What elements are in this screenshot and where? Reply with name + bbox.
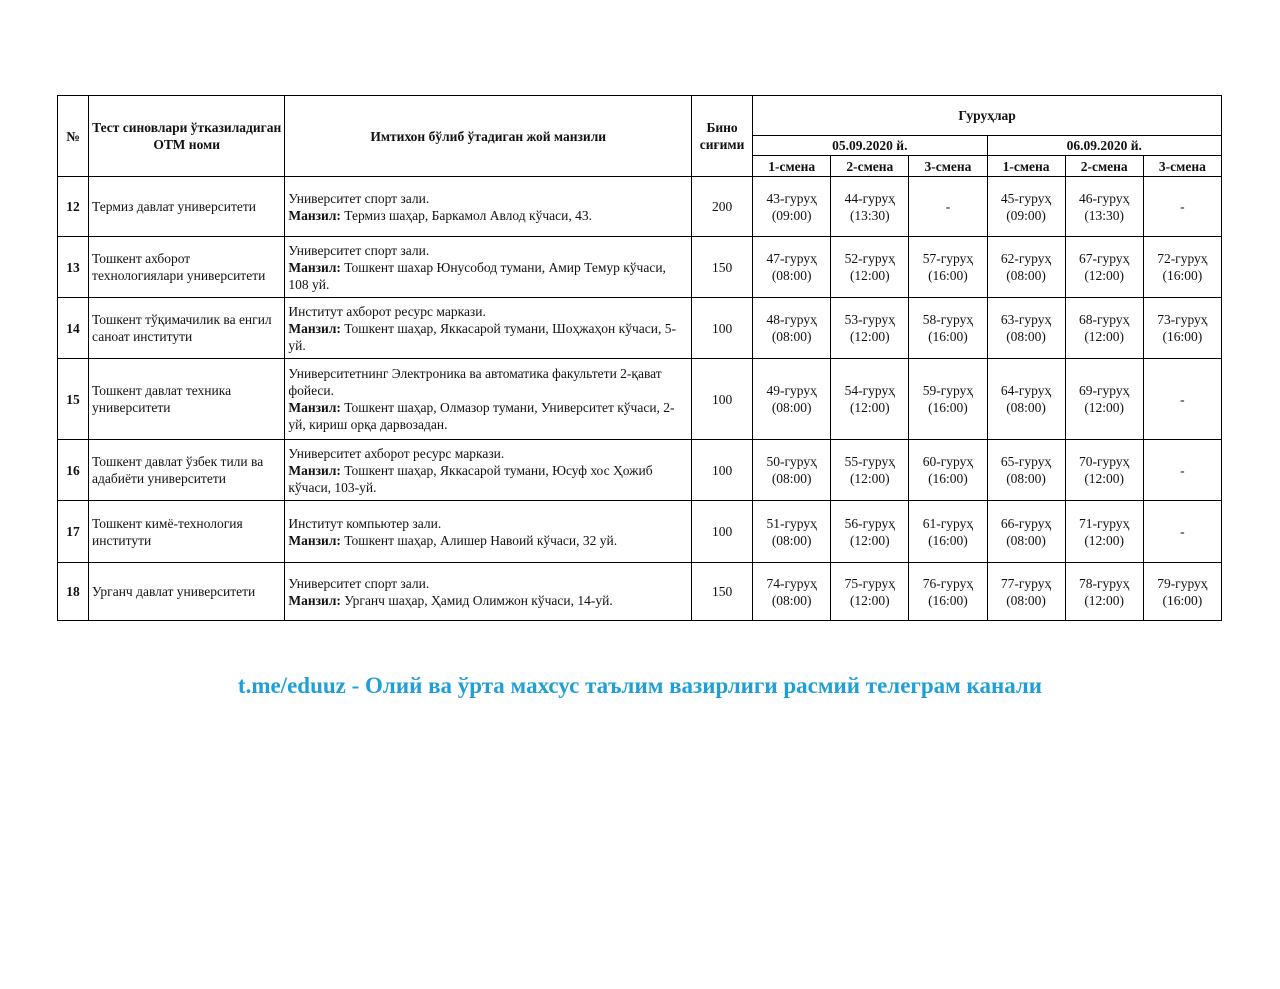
group-time: (13:30) [849,207,890,223]
exam-location [285,563,692,621]
group-label: - [1180,524,1185,539]
group-slot [1065,563,1143,621]
table-row [58,298,1222,359]
address-label: Манзил: [288,320,341,336]
row-number: 15 [58,359,89,440]
group-label: 65-гуруҳ [1000,454,1052,469]
group-time: (16:00) [928,592,968,608]
schedule-table [57,95,1222,621]
group-slot [831,298,909,359]
group-slot [909,359,987,440]
group-label: 48-гуруҳ [766,312,817,327]
building-capacity: 100 [692,501,753,563]
row-number: 13 [58,237,89,298]
group-label: 64-гуруҳ [1000,383,1052,398]
building-capacity: 150 [692,563,753,621]
group-slot [831,501,909,563]
group-slot [753,177,831,237]
group-time: (08:00) [1006,471,1046,486]
group-slot [909,298,987,359]
group-label: 51-гуруҳ [766,515,817,531]
place-name: Университетнинг Электроника ва автоматика факультети 2-қават фойеси. [288,366,662,398]
group-time: (09:00) [1006,207,1046,223]
group-slot [753,563,831,621]
group-label: 78-гуруҳ [1079,575,1130,591]
university-name: Тошкент тўқимачилик ва енгил саноат институти [89,298,285,359]
group-time: (16:00) [928,329,968,344]
address-value: Тошкент шаҳар, Яккасарой тумани, Юсуф хос Ҳожиб кўчаси, 103-уй. [288,462,653,495]
university-name: Тошкент кимё-технология институти [89,501,285,563]
group-slot [1065,359,1143,440]
table-row [58,237,1222,298]
group-label: 66-гуруҳ [1000,515,1052,531]
group-time: (16:00) [1162,592,1203,608]
group-time: (12:00) [1084,471,1125,486]
group-slot [987,359,1065,440]
group-slot [1143,440,1221,501]
group-slot [831,440,909,501]
group-slot [1143,359,1221,440]
header-shift: 3-смена [1143,156,1221,177]
header-address: Имтихон бўлиб ўтадиган жой манзили [285,96,692,177]
group-time: (12:00) [1084,268,1125,283]
group-label: 79-гуруҳ [1157,575,1208,591]
header-shift: 2-смена [1065,156,1143,177]
group-label: 52-гуруҳ [844,251,895,266]
university-name: Термиз давлат университети [89,177,285,237]
table-header [58,96,1222,177]
group-label: 68-гуруҳ [1079,312,1130,327]
group-time: (08:00) [771,532,812,548]
group-slot [753,237,831,298]
group-slot [1143,501,1221,563]
group-time: (08:00) [1006,532,1046,548]
group-label: 73-гуруҳ [1157,312,1208,327]
group-label: 56-гуруҳ [844,515,895,531]
group-slot [831,563,909,621]
group-slot [909,563,987,621]
group-time: (12:00) [849,532,890,548]
group-label: 46-гуруҳ [1079,190,1130,206]
header-num: № [58,96,89,177]
group-time: (08:00) [1006,268,1046,283]
group-time: (12:00) [1084,329,1125,344]
address-value: Тошкент шахар Юнусобод тумани, Амир Темур кўчаси, 108 уй. [288,259,666,292]
address-value: Тошкент шаҳар, Яккасарой тумани, Шоҳжаҳон кўчаси, 5-уй. [288,320,676,353]
group-slot [987,440,1065,501]
group-label: 45-гуруҳ [1000,190,1052,206]
group-label: - [945,199,951,214]
group-slot [831,237,909,298]
header-otm: Тест синовлари ўтказиладиган ОТМ номи [89,96,285,177]
group-time: (08:00) [1006,400,1046,415]
group-time: (16:00) [928,400,968,415]
place-name: Университет ахборот ресурс маркази. [288,445,505,461]
address-label: Манзил: [288,592,341,608]
place-name: Университет спорт зали. [288,242,430,258]
group-slot [1065,501,1143,563]
group-label: 49-гуруҳ [766,383,817,398]
exam-location [285,177,692,237]
group-label: 62-гуруҳ [1000,251,1052,266]
group-label: 60-гуруҳ [922,454,974,469]
row-number: 14 [58,298,89,359]
table-row [58,359,1222,440]
table-row [58,440,1222,501]
building-capacity: 100 [692,298,753,359]
group-slot [753,359,831,440]
header-groups: Гуруҳлар [753,96,1222,136]
group-time: (08:00) [1006,592,1046,608]
header-shift: 3-смена [909,156,987,177]
group-time: (08:00) [771,329,812,344]
group-label: 63-гуруҳ [1000,312,1052,327]
building-capacity: 150 [692,237,753,298]
group-slot [1143,237,1221,298]
group-slot [1065,440,1143,501]
place-name: Университет спорт зали. [288,190,430,206]
table-row [58,501,1222,563]
table-row [58,177,1222,237]
building-capacity: 200 [692,177,753,237]
group-label: - [1180,391,1185,407]
group-label: - [1180,199,1185,214]
group-label: 77-гуруҳ [1000,575,1052,591]
group-slot [987,237,1065,298]
address-label: Манзил: [288,532,341,548]
group-slot [1065,237,1143,298]
group-label: 43-гуруҳ [766,190,817,206]
address-value: Урганч шаҳар, Ҳамид Олимжон кўчаси, 14-уй. [344,592,613,608]
row-number: 12 [58,177,89,237]
header-shift: 1-смена [753,156,831,177]
header-date-1: 05.09.2020 й. [753,136,987,156]
building-capacity: 100 [692,359,753,440]
exam-location [285,298,692,359]
group-label: 57-гуруҳ [922,251,974,266]
university-name: Урганч давлат университети [89,563,285,621]
table-body [58,177,1222,621]
group-time: (12:00) [849,329,890,344]
header-date-2: 06.09.2020 й. [987,136,1222,156]
group-label: - [1180,462,1185,478]
group-slot [753,501,831,563]
exam-location [285,359,692,440]
group-slot [1065,177,1143,237]
group-time: (09:00) [771,207,812,223]
group-slot [1143,177,1221,237]
address-label: Манзил: [288,207,341,223]
group-slot [987,501,1065,563]
group-slot [987,298,1065,359]
group-slot [1143,563,1221,621]
group-slot [987,177,1065,237]
group-label: 44-гуруҳ [844,190,895,206]
group-label: 47-гуруҳ [766,251,817,266]
address-value: Термиз шаҳар, Баркамол Авлод кўчаси, 43. [344,207,592,223]
address-value: Тошкент шаҳар, Алишер Навоий кўчаси, 32 уй. [344,532,618,548]
group-slot [831,359,909,440]
group-label: 75-гуруҳ [844,575,895,591]
row-number: 18 [58,563,89,621]
group-time: (16:00) [928,268,968,283]
group-label: 69-гуруҳ [1079,383,1130,398]
group-time: (08:00) [771,268,812,283]
exam-location [285,440,692,501]
address-label: Манзил: [288,400,341,415]
group-label: 76-гуруҳ [922,575,974,591]
group-time: (12:00) [849,268,890,283]
header-capacity: Бино сиғими [692,96,753,177]
row-number: 17 [58,501,89,563]
group-time: (12:00) [1084,592,1125,608]
group-slot [987,563,1065,621]
group-label: 54-гуруҳ [844,383,895,398]
place-name: Университет спорт зали. [288,575,430,591]
address-value: Тошкент шаҳар, Олмазор тумани, Университет кўчаси, 2-уй, кириш орқа дарвозадан. [288,400,675,432]
building-capacity: 100 [692,440,753,501]
group-time: (12:00) [1084,400,1125,415]
group-slot [909,177,987,237]
group-slot [753,440,831,501]
address-label: Манзил: [288,259,341,275]
row-number: 16 [58,440,89,501]
group-time: (12:00) [849,471,890,486]
place-name: Институт ахборот ресурс маркази. [288,303,486,319]
exam-location [285,237,692,298]
group-slot [1143,298,1221,359]
address-label: Манзил: [288,462,341,478]
group-time: (08:00) [771,471,812,486]
group-time: (08:00) [1006,329,1046,344]
university-name: Тошкент давлат техника университети [89,359,285,440]
group-time: (16:00) [1162,329,1203,344]
group-time: (16:00) [928,471,968,486]
group-slot [1065,298,1143,359]
group-time: (13:30) [1084,207,1125,223]
group-label: 74-гуруҳ [766,575,817,591]
header-shift: 1-смена [987,156,1065,177]
group-slot [831,177,909,237]
group-time: (08:00) [771,400,812,415]
group-label: 53-гуруҳ [844,312,895,327]
group-time: (12:00) [849,400,890,415]
group-slot [909,237,987,298]
group-time: (08:00) [771,592,812,608]
group-label: 59-гуруҳ [922,383,974,398]
group-label: 71-гуруҳ [1079,515,1130,531]
group-slot [753,298,831,359]
group-label: 72-гуруҳ [1157,251,1208,266]
group-time: (16:00) [1162,268,1203,283]
exam-location [285,501,692,563]
group-label: 58-гуруҳ [922,312,974,327]
group-label: 55-гуруҳ [844,454,895,469]
table-row [58,563,1222,621]
university-name: Тошкент давлат ўзбек тили ва адабиёти университети [89,440,285,501]
telegram-channel-footer: t.me/eduuz - Олий ва ўрта махсус таълим вазирлиги расмий телеграм канали [237,673,1043,698]
group-label: 50-гуруҳ [766,454,817,469]
group-time: (16:00) [928,532,968,548]
group-label: 67-гуруҳ [1079,251,1130,266]
group-label: 61-гуруҳ [922,515,974,531]
header-shift: 2-смена [831,156,909,177]
place-name: Институт компьютер зали. [288,515,442,531]
group-slot [909,501,987,563]
group-slot [909,440,987,501]
group-time: (12:00) [849,592,890,608]
university-name: Тошкент ахборот технологиялари университети [89,237,285,298]
group-label: 70-гуруҳ [1079,454,1130,469]
group-time: (12:00) [1084,532,1125,548]
